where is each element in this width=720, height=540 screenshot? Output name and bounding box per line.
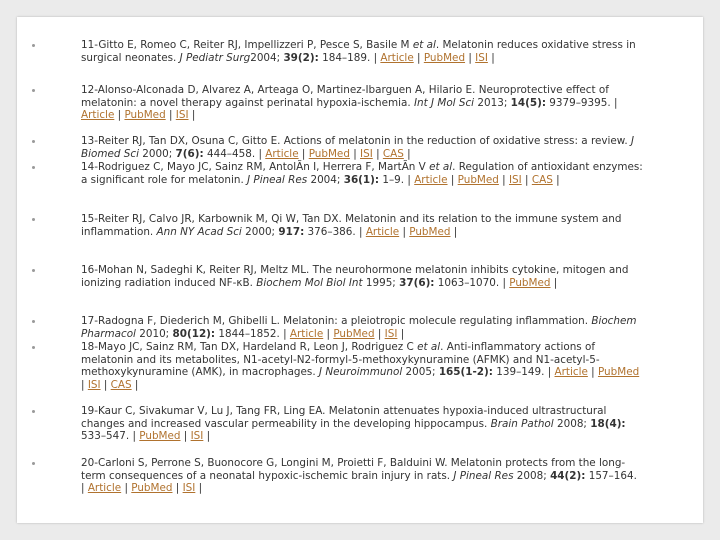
bullet-icon bbox=[32, 218, 35, 221]
bullet-icon bbox=[32, 89, 35, 92]
reference-item: 15-Reiter RJ, Calvo JR, Karbownik M, Qi W, Tan DX. Melatonin and its relation to the immune system and inflammation. Ann NY Acad Sci 2000; 917: 376–386. | Article | PubMed | bbox=[17, 213, 703, 264]
ref-volume: 80(12): bbox=[172, 327, 216, 340]
ref-title: . Melatonin reduces oxidative stress in surgical neonates. bbox=[81, 39, 636, 64]
ref-volume: 44(2): bbox=[550, 469, 586, 482]
pubmed-link[interactable]: PubMed bbox=[333, 327, 375, 340]
pubmed-link[interactable]: PubMed bbox=[308, 147, 350, 160]
ref-et-al: et al bbox=[417, 341, 441, 353]
bullet-icon bbox=[32, 44, 35, 47]
isi-link[interactable]: ISI bbox=[360, 147, 373, 160]
ref-title: . Regulation of antioxidant enzymes: a significant role for melatonin. bbox=[81, 161, 643, 186]
ref-authors-title: 16-Mohan N, Sadeghi K, Reiter RJ, Meltz ML. The neurohormone melatonin inhibits cytokine, mitogen and ionizing radiation induced NF-κB. bbox=[81, 264, 629, 289]
ref-et-al: et al bbox=[412, 39, 436, 51]
ref-volume: 36(1): bbox=[343, 173, 380, 186]
ref-year: 2013; bbox=[474, 96, 511, 109]
ref-volume: 165(1-2): bbox=[438, 366, 493, 379]
ref-year: 1995; bbox=[362, 276, 400, 289]
reference-item: 12-Alonso-Alconada D, Alvarez A, Arteaga O, Martinez-Ibarguen A, Hilario E. Neuroprotective effect of melatonin: a novel therapy against perinatal hypoxia-ischemia. Int J Mol Sci 2013; 14(5): 9379–9395. | Article | PubMed | ISI | bbox=[17, 84, 703, 135]
ref-year: 2004; bbox=[250, 51, 284, 64]
ref-year: 2010; bbox=[135, 327, 173, 340]
reference-item: 11-Gitto E, Romeo C, Reiter RJ, Impellizzeri P, Pesce S, Basile M et al. Melatonin reduces oxidative stress in surgical neonates. J Pediatr Surg2004; 39(2): 184–189. | Article | PubMed | ISI | bbox=[17, 39, 703, 84]
reference-item: 16-Mohan N, Sadeghi K, Reiter RJ, Meltz ML. The neurohormone melatonin inhibits cytokine, mitogen and ionizing radiation induced NF-κB. Biochem Mol Biol Int 1995; 37(6): 1063–1070. | PubMed | bbox=[17, 264, 703, 315]
bullet-icon bbox=[32, 410, 35, 413]
bullet-icon bbox=[32, 346, 35, 349]
article-link[interactable]: Article bbox=[380, 51, 414, 64]
article-link[interactable]: Article bbox=[81, 109, 115, 122]
cas-link[interactable]: CAS bbox=[110, 379, 132, 392]
pubmed-link[interactable]: PubMed bbox=[423, 51, 466, 64]
article-link[interactable]: Article bbox=[414, 173, 448, 186]
article-link[interactable]: Article bbox=[265, 147, 299, 160]
ref-journal: Int J Mol Sci bbox=[413, 96, 475, 109]
isi-link[interactable]: ISI bbox=[475, 51, 488, 64]
ref-journal: J Pineal Res bbox=[453, 469, 514, 482]
isi-link[interactable]: ISI bbox=[508, 173, 522, 186]
ref-journal: J Biomed Sci bbox=[81, 135, 635, 160]
ref-pages: 533–547. | bbox=[81, 430, 140, 443]
ref-pages: 1–9. | bbox=[379, 173, 415, 186]
ref-pages: 157–164. | bbox=[81, 469, 637, 495]
isi-link[interactable]: ISI bbox=[175, 109, 189, 122]
ref-year: 2005; bbox=[402, 366, 439, 379]
ref-pages: 1844–1852. | bbox=[215, 327, 290, 340]
ref-year: 2008; bbox=[513, 469, 551, 482]
ref-authors-title: 17-Radogna F, Diederich M, Ghibelli L. Melatonin: a pleiotropic molecule regulating inflammation. bbox=[81, 315, 592, 327]
reference-item: 13-Reiter RJ, Tan DX, Osuna C, Gitto E. Actions of melatonin in the reduction of oxidative stress: a review. J Biomed Sci 2000; 7(6): 444–458. | Article | PubMed | ISI | CAS | bbox=[17, 135, 703, 161]
pubmed-link[interactable]: PubMed bbox=[139, 430, 181, 443]
ref-pages: 9379–9395. | bbox=[545, 96, 618, 109]
ref-pages: 376–386. | bbox=[304, 225, 366, 238]
ref-authors-title: 12-Alonso-Alconada D, Alvarez A, Arteaga O, Martinez-Ibarguen A, Hilario E. Neuroprotective effect of melatonin: a novel therapy against perinatal hypoxia-ischemia. bbox=[81, 84, 609, 109]
bullet-icon bbox=[32, 269, 35, 272]
isi-link[interactable]: ISI bbox=[190, 430, 204, 443]
reference-item: 17-Radogna F, Diederich M, Ghibelli L. Melatonin: a pleiotropic molecule regulating inflammation. Biochem Pharmacol 2010; 80(12): 1844–1852. | Article | PubMed | ISI | bbox=[17, 315, 703, 341]
ref-authors-title: 18-Mayo JC, Sainz RM, Tan DX, Hardeland R, Leon J, Rodriguez C bbox=[81, 341, 418, 353]
article-link[interactable]: Article bbox=[87, 482, 122, 495]
isi-link[interactable]: ISI bbox=[384, 327, 398, 340]
ref-volume: 39(2): bbox=[283, 51, 319, 64]
reference-item: 18-Mayo JC, Sainz RM, Tan DX, Hardeland R, Leon J, Rodriguez C et al. Anti-inflammatory actions of melatonin and its metabolites, N1-acetyl-N2-formyl-5-methoxykynuramine (AFMK) and N1-acetyl-5-methoxykynuramine (AMK), in macrophages. J Neuroimmunol 2005; 165(1-2): 139–149. | Article | PubMed | ISI | CAS | bbox=[17, 341, 703, 405]
pubmed-link[interactable]: PubMed bbox=[131, 482, 173, 495]
pubmed-link[interactable]: PubMed bbox=[409, 225, 451, 238]
article-link[interactable]: Article bbox=[289, 327, 324, 340]
cas-link[interactable]: CAS bbox=[382, 147, 404, 160]
ref-authors-title: 15-Reiter RJ, Calvo JR, Karbownik M, Qi W, Tan DX. Melatonin and its relation to the immune system and inflammation. bbox=[81, 213, 622, 238]
ref-volume: 14(5): bbox=[510, 96, 546, 109]
ref-volume: 917: bbox=[278, 225, 305, 238]
bullet-icon bbox=[32, 320, 35, 323]
bullet-icon bbox=[32, 140, 35, 143]
ref-journal: Brain Pathol bbox=[490, 417, 554, 430]
ref-journal: J Pineal Res bbox=[247, 173, 308, 186]
ref-year: 2000; bbox=[138, 147, 176, 160]
reference-item: 19-Kaur C, Sivakumar V, Lu J, Tang FR, Ling EA. Melatonin attenuates hypoxia-induced ultrastructural changes and increased vascular permeability in the developing hippocampus. Brain Pathol 2008; 18(4): 533–547. | PubMed | ISI | bbox=[17, 405, 703, 457]
ref-volume: 7(6): bbox=[175, 147, 204, 160]
ref-et-al: et al bbox=[429, 161, 453, 173]
ref-journal: J Neuroimmunol bbox=[318, 366, 403, 379]
slide-page bbox=[17, 17, 703, 523]
cas-link[interactable]: CAS bbox=[531, 173, 553, 186]
ref-authors-title: 13-Reiter RJ, Tan DX, Osuna C, Gitto E. Actions of melatonin in the reduction of oxidative stress: a review. bbox=[81, 135, 631, 147]
ref-year: 2000; bbox=[241, 225, 279, 238]
ref-authors-title: 20-Carloni S, Perrone S, Buonocore G, Longini M, Proietti F, Balduini W. Melatonin protects from the long-term consequences of a neonatal hypoxic-ischemic brain injury in rats. bbox=[81, 457, 626, 482]
pubmed-link[interactable]: PubMed bbox=[124, 109, 166, 122]
bullet-icon bbox=[32, 462, 35, 465]
ref-journal: Biochem Mol Biol Int bbox=[256, 276, 363, 289]
ref-title: . Anti-inflammatory actions of melatonin and its metabolites, N1-acetyl-N2-formyl-5-methoxykynuramine (AFMK) and N1-acetyl-5-methoxykynuramine (AMK), in macrophages. bbox=[81, 341, 600, 379]
ref-pages: 1063–1070. | bbox=[434, 276, 510, 289]
ref-year: 2004; bbox=[307, 173, 344, 186]
isi-link[interactable]: ISI bbox=[182, 482, 196, 495]
reference-item: 14-Rodriguez C, Mayo JC, Sainz RM, AntolÃn I, Herrera F, MartÃn V et al. Regulation of antioxidant enzymes: a significant role for melatonin. J Pineal Res 2004; 36(1): 1–9. | Article | PubMed | ISI | CAS | bbox=[17, 161, 703, 213]
pubmed-link[interactable]: PubMed bbox=[597, 366, 640, 379]
article-link[interactable]: Article bbox=[554, 366, 588, 379]
ref-volume: 37(6): bbox=[399, 276, 435, 289]
ref-year: 2008; bbox=[553, 417, 591, 430]
ref-authors-title: 14-Rodriguez C, Mayo JC, Sainz RM, AntolÃn I, Herrera F, MartÃn V bbox=[81, 161, 430, 173]
reference-list bbox=[17, 39, 703, 497]
ref-volume: 18(4): bbox=[590, 417, 626, 430]
ref-pages: 444–458. | bbox=[203, 147, 266, 160]
ref-journal: Biochem Pharmacol bbox=[81, 315, 637, 340]
ref-pages: 139–149. | bbox=[492, 366, 555, 379]
ref-pages: 184–189. | bbox=[318, 51, 381, 64]
article-link[interactable]: Article bbox=[365, 225, 400, 238]
ref-journal: J Pediatr Surg bbox=[179, 51, 251, 64]
bullet-icon bbox=[32, 166, 35, 169]
reference-item: 20-Carloni S, Perrone S, Buonocore G, Longini M, Proietti F, Balduini W. Melatonin protects from the long-term consequences of a neonatal hypoxic-ischemic brain injury in rats. J Pineal Res 2008; 44(2): 157–164. | Article | PubMed | ISI | bbox=[17, 457, 703, 497]
ref-authors-title: 19-Kaur C, Sivakumar V, Lu J, Tang FR, Ling EA. Melatonin attenuates hypoxia-induced ultrastructural changes and increased vascular permeability in the developing hippocampus. bbox=[81, 405, 607, 430]
ref-authors-title: 11-Gitto E, Romeo C, Reiter RJ, Impellizzeri P, Pesce S, Basile M bbox=[81, 39, 413, 51]
pubmed-link[interactable]: PubMed bbox=[457, 173, 499, 186]
ref-journal: Ann NY Acad Sci bbox=[156, 225, 242, 238]
pubmed-link[interactable]: PubMed bbox=[509, 276, 551, 289]
isi-link[interactable]: ISI bbox=[87, 379, 101, 392]
